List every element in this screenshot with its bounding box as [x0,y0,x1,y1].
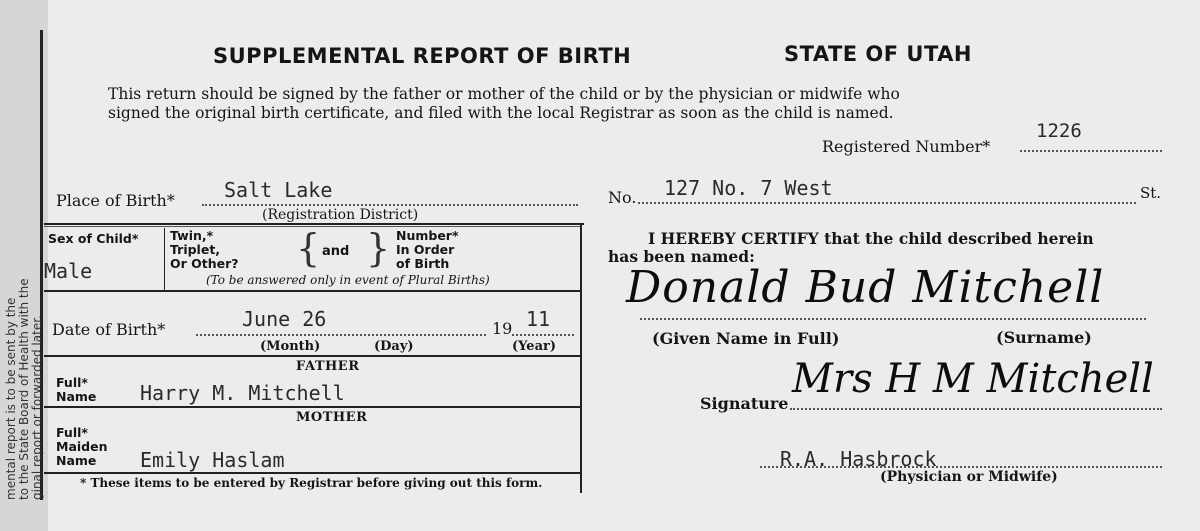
mother-section-label: MOTHER [296,410,368,425]
father-label-1: Full* [56,375,88,390]
mother-name-label [56,426,107,468]
registered-number-value: 1226 [1036,120,1082,142]
instruction-line-1: This return should be signed by the father or mother of the child or by the physician or midwife who [108,85,900,103]
sex-of-child-label: Sex of Child* [48,231,139,246]
registered-number-line [1020,150,1162,152]
box-top-line [44,223,584,225]
street-label: St. [1140,184,1162,202]
signature-handwritten: Mrs H M Mitchell [792,356,1154,402]
child-name-handwritten: Donald Bud Mitchell [626,262,1105,313]
form-title: SUPPLEMENTAL REPORT OF BIRTH [213,44,632,68]
box-right-line [580,223,582,493]
mother-label-1: Full* [56,425,88,440]
sex-divider [164,228,165,290]
physician-caption: (Physician or Midwife) [880,469,1058,485]
mother-row-bottom-line [44,472,580,474]
margin-note [4,20,42,520]
signature-label: Signature [700,394,789,413]
registrar-footnote: * These items to be entered by Registrar before giving out this form. [80,476,543,490]
father-row-bottom-line [44,406,580,408]
margin-line-2: to the State Board of Health with the [17,278,31,500]
month-caption: (Month) [260,339,321,354]
twin-label-1: Twin,* [170,228,214,243]
year-line [512,334,574,336]
father-label-2: Name [56,389,97,404]
certify-line-2: has been named: [608,247,755,266]
father-name-value: Harry M. Mitchell [140,381,345,405]
year-caption: (Year) [512,339,556,354]
left-brace-icon: { [296,226,321,270]
right-brace-icon: } [366,226,391,270]
child-name-line [640,318,1146,320]
twin-label [170,229,239,271]
margin-line-1: mental report is to be sent by the [4,297,18,500]
registration-district-caption: (Registration District) [262,207,419,223]
twin-label-2: Triplet, [170,242,221,257]
state-title: STATE OF UTAH [784,42,973,66]
instruction-line-2: signed the original birth certificate, and filed with the local Registrar as soon as the child is named. [108,104,894,122]
sex-of-child-value: Male [44,259,93,283]
street-number-label: No. [608,188,637,207]
year-value: 11 [526,307,551,331]
place-of-birth-label: Place of Birth* [56,191,175,210]
date-line [196,334,486,336]
mother-label-3: Name [56,453,97,468]
twin-label-3: Or Other? [170,256,239,271]
given-name-caption: (Given Name in Full) [652,329,840,348]
physician-name-value: R.A. Hasbrock [780,447,937,471]
number-label-2: In Order [396,242,455,257]
father-name-label [56,376,96,404]
year-prefix: 19 [492,319,513,338]
signature-line [790,408,1162,410]
place-of-birth-value: Salt Lake [224,178,333,202]
margin-line-3: ginal report or forwarded later. [30,315,44,500]
number-label-1: Number* [396,228,459,243]
date-of-birth-month-day: June 26 [242,307,327,331]
date-row-bottom-line [44,355,580,357]
date-of-birth-label: Date of Birth* [52,320,166,339]
mother-label-2: Maiden [56,439,108,454]
day-caption: (Day) [374,339,414,354]
street-address-value: 127 No. 7 West [664,176,833,200]
registered-number-label: Registered Number* [822,137,991,156]
place-of-birth-line [202,204,578,206]
father-section-label: FATHER [296,359,360,374]
and-label: and [322,244,350,259]
surname-caption: (Surname) [996,328,1092,347]
street-address-line [638,202,1136,204]
sex-row-bottom-line [44,290,580,292]
mother-name-value: Emily Haslam [140,448,285,472]
number-label-3: of Birth [396,256,450,271]
plural-births-note: (To be answered only in event of Plural Births) [206,273,490,287]
certify-line-1: I HEREBY CERTIFY that the child described herein [648,229,1094,248]
physician-line [760,466,1162,468]
number-label [396,229,459,271]
